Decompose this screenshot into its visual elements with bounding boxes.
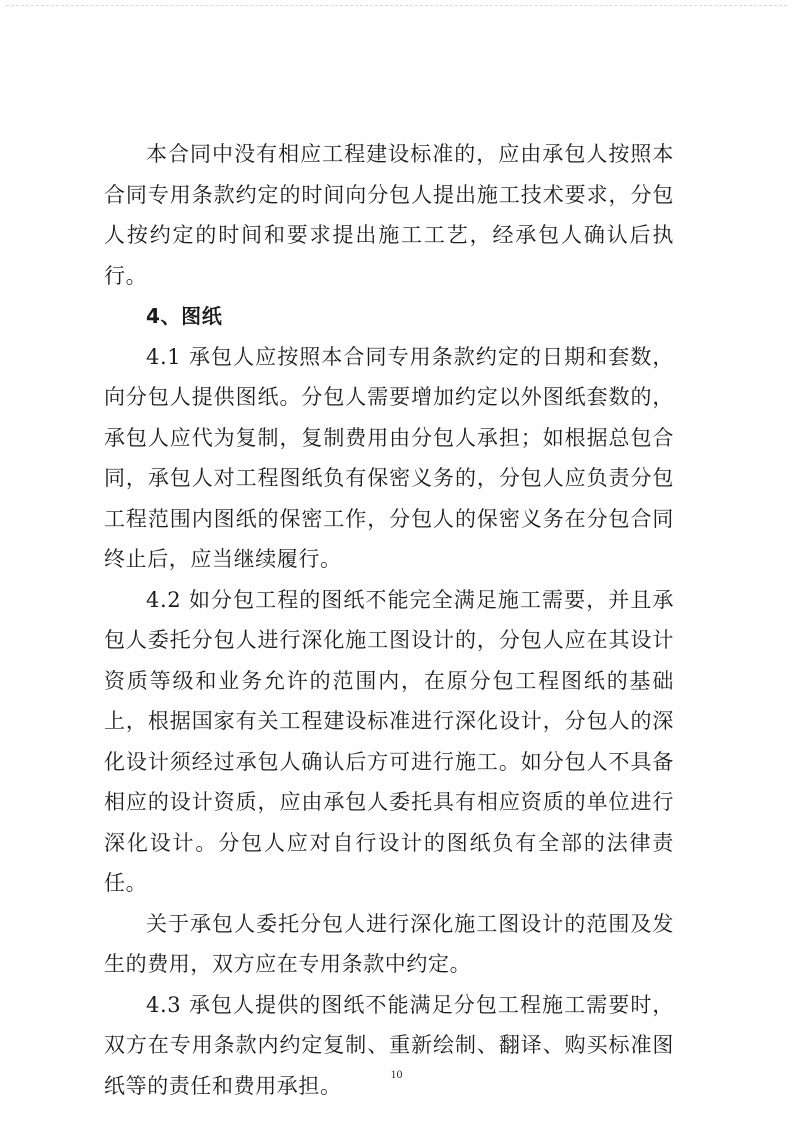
paragraph-standards: 本合同中没有相应工程建设标准的，应由承包人按照本合同专用条款约定的时间向分包人提出施工技术要求，分包人按约定的时间和要求提出施工工艺，经承包人确认后执行。 [104,142,674,288]
section-heading-drawings: 4、图纸 [146,304,223,328]
page-number: 10 [390,1067,403,1081]
clause-4-1: 4.1 承包人应按照本合同专用条款约定的日期和套数，向分包人提供图纸。分包人需要增加约定以外图纸套数的，承包人应代为复制，复制费用由分包人承担；如根据总包合同，承包人对工程图纸负有保密义务的，分包人应负责分包工程范围内图纸的保密工作，分包人的保密义务在分包合同终止后，应当继续履行。 [104,344,674,571]
top-edge-rule [6,5,787,6]
document-body [104,134,674,1106]
clause-4-3: 4.3 承包人提供的图纸不能满足分包工程施工需要时，双方在专用条款内约定复制、重新绘制、翻译、购买标准图纸等的责任和费用承担。 [104,992,674,1098]
clause-4-2: 4.2 如分包工程的图纸不能完全满足施工需要，并且承包人委托分包人进行深化施工图设计的，分包人应在其设计资质等级和业务允许的范围内，在原分包工程图纸的基础上，根据国家有关工程建设标准进行深化设计，分包人的深化设计须经过承包人确认后方可进行施工。如分包人不具备相应的设计资质，应由承包人委托具有相应资质的单位进行深化设计。分包人应对自行设计的图纸负有全部的法律责任。 [104,587,674,895]
paragraph-deepening-design-scope: 关于承包人委托分包人进行深化施工图设计的范围及发生的费用，双方应在专用条款中约定。 [104,911,674,976]
